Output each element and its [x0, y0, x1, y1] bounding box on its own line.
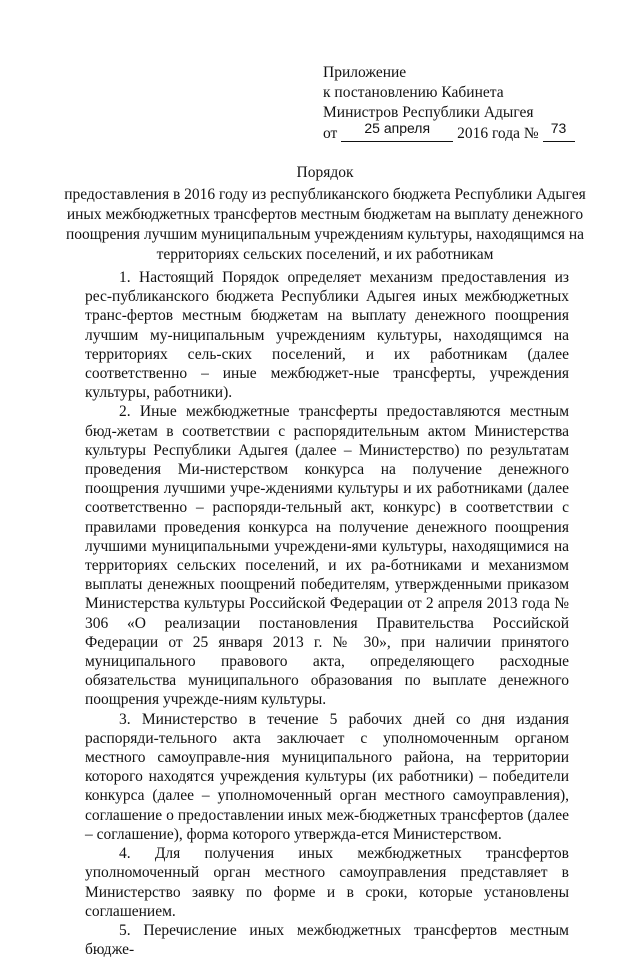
- year-text: 2016 года №: [457, 125, 539, 142]
- document-heading: Порядок: [296, 164, 354, 181]
- number-value: 73: [550, 120, 567, 136]
- appendix-block: [323, 63, 613, 144]
- appendix-resolution-line: к постановлению Кабинета: [323, 84, 504, 101]
- paragraph-3: 3. Министерство в течение 5 рабочих дней со дня издания распоряди-тельного акта заключает с уполномоченным органом местного самоуправле-ния муниципального района, на территории которого находятся учреждения культуры (их работники) – победители конкурса (далее – уполномоченный орган местного самоуправления), соглашение о предоставлении иных меж-бюджетных трансфертов (далее – соглашение), форма которого утвержда-ется Министерством.: [85, 710, 569, 843]
- appendix-title: Приложение: [323, 64, 407, 81]
- date-blank: [341, 120, 453, 142]
- appendix-date-row: [323, 120, 613, 144]
- paragraph-4: 4. Для получения иных межбюджетных трансфертов уполномоченный орган местного самоуправления представляет в Министерство заявку по форме и в сроки, которые установлены соглашением.: [85, 845, 569, 920]
- date-value: 25 апреля: [364, 120, 431, 136]
- paragraph-2: 2. Иные межбюджетные трансферты предоставляются местным бюд-жетам в соответствии с распорядительным актом Министерства культуры Республики Адыгея (далее – Министерство) по результатам проведения Ми-нистерством конкурса на получение денежного поощрения лучшими учре-ждениями культуры и их работниками (далее соответственно – распоряди-тельный акт, конкурс) в соответствии с правилами проведения конкурса на получение денежного поощрения лучшими муниципальными учреждени-ями культуры, находящимися на территориях сельских поселений, и их ра-ботниками и механизмом выплаты денежных поощрений победителям, утвержденными приказом Министерства культуры Российской Федерации от 2 апреля 2013 года № 306 «О реализации постановления Правительства Российской Федерации от 25 января 2013 г. № 30», при наличии принятого муниципального правового акта, определяющего расходные обязательства муниципального образования по выплате денежного поощрения учрежде-ниям культуры.: [85, 403, 569, 709]
- paragraph-1: 1. Настоящий Порядок определяет механизм предоставления из рес-публиканского бюджета Республики Адыгея иных межбюджетных транс-фертов местным бюджетам на выплату денежного поощрения лучшим му-ниципальным учреждениям культуры, находящимся на территориях сель-ских поселений, и их работникам (далее соответственно – иные межбюджет-ные трансферты, учреждения культуры, работники).: [85, 269, 569, 402]
- number-blank: [543, 120, 575, 142]
- document-subtitle: предоставления в 2016 году из республиканского бюджета Республики Адыгея иных межбюджетных трансфертов местным бюджетам на выплату денежного поощрения лучшим муниципальным учреждениям культуры, находящимся на территориях сельских поселений, и их работникам: [64, 186, 586, 263]
- document-body: [85, 268, 569, 959]
- paragraph-5: 5. Перечисление иных межбюджетных трансфертов местным бюдже-: [85, 921, 569, 959]
- date-prefix: от: [323, 125, 338, 142]
- document-title-block: [60, 163, 590, 265]
- appendix-ministry-line: Министров Республики Адыгея: [323, 104, 534, 121]
